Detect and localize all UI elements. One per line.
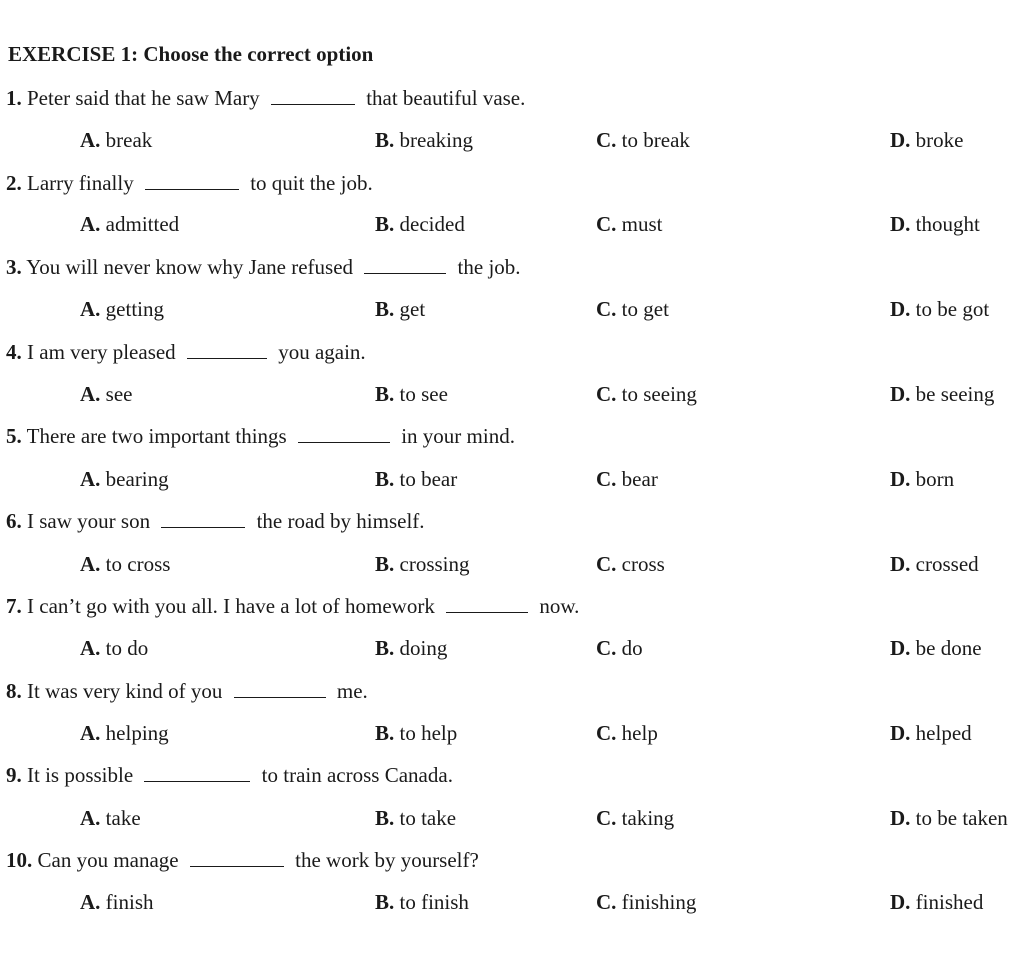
option-letter: D. [890,297,911,321]
option-text: see [105,382,133,406]
question-text-before: Larry finally [27,171,134,195]
question-5 [6,422,515,450]
question-text-before: It was very kind of you [27,679,223,703]
option-b [375,804,456,832]
option-c [596,380,697,408]
option-letter: A. [80,382,101,406]
option-text: to do [105,636,149,660]
option-c [596,719,658,747]
question-number: 2. [6,171,22,195]
option-c [596,465,658,493]
option-letter: A. [80,467,101,491]
option-c [596,210,663,238]
option-letter: D. [890,552,911,576]
question-text-after: you again. [278,340,366,364]
question-text-after: the job. [457,255,521,279]
answer-blank [298,424,390,443]
option-a [80,380,133,408]
option-letter: C. [596,382,617,406]
option-d [890,634,982,662]
option-b [375,126,473,154]
question-number: 1. [6,86,22,110]
option-text: to take [399,806,457,830]
option-b [375,295,425,323]
option-text: breaking [399,128,473,152]
option-d [890,380,994,408]
option-letter: D. [890,806,911,830]
option-letter: D. [890,890,911,914]
option-a [80,634,148,662]
option-text: admitted [105,212,180,236]
option-b [375,210,465,238]
option-c [596,888,696,916]
question-text-before: You will never know why Jane refused [26,255,354,279]
option-letter: D. [890,128,911,152]
question-text-after: the road by himself. [256,509,425,533]
option-d [890,295,989,323]
option-b [375,634,447,662]
option-letter: D. [890,467,911,491]
question-number: 10. [6,848,33,872]
option-letter: C. [596,128,617,152]
question-number: 9. [6,763,22,787]
question-number: 3. [6,255,22,279]
option-letter: C. [596,552,617,576]
option-text: to bear [399,467,458,491]
option-text: helping [105,721,169,745]
option-text: finish [105,890,154,914]
answer-blank [271,86,355,105]
option-a [80,126,152,154]
option-letter: B. [375,212,395,236]
option-b [375,465,457,493]
option-letter: C. [596,636,617,660]
option-text: broke [915,128,964,152]
option-letter: C. [596,806,617,830]
option-b [375,550,470,578]
option-text: cross [621,552,665,576]
question-2 [6,169,373,197]
question-text-after: the work by yourself? [295,848,479,872]
option-letter: A. [80,212,101,236]
option-letter: A. [80,552,101,576]
question-number: 4. [6,340,22,364]
option-b [375,888,469,916]
question-text-after: that beautiful vase. [366,86,526,110]
option-d [890,550,979,578]
option-text: to break [621,128,690,152]
question-text-before: I saw your son [27,509,151,533]
question-text-before: I can’t go with you all. I have a lot of homework [27,594,435,618]
option-letter: C. [596,212,617,236]
option-text: to seeing [621,382,697,406]
option-a [80,550,170,578]
option-letter: B. [375,721,395,745]
answer-blank [144,763,250,782]
option-letter: A. [80,636,101,660]
question-number: 6. [6,509,22,533]
option-text: bearing [105,467,169,491]
option-letter: A. [80,297,101,321]
answer-blank [145,171,239,190]
option-letter: C. [596,467,617,491]
exercise-title: EXERCISE 1: Choose the correct option [8,42,374,66]
question-text-after: to quit the job. [250,171,373,195]
option-letter: A. [80,128,101,152]
question-number: 8. [6,679,22,703]
question-4 [6,338,366,366]
option-c [596,634,643,662]
option-letter: D. [890,721,911,745]
question-3 [6,253,521,281]
option-letter: B. [375,128,395,152]
option-d [890,210,980,238]
question-text-before: I am very pleased [27,340,176,364]
option-text: help [621,721,658,745]
option-text: finishing [621,890,697,914]
option-a [80,295,164,323]
answer-blank [234,679,326,698]
option-d [890,888,983,916]
question-number: 5. [6,424,22,448]
option-letter: B. [375,467,395,491]
question-1 [6,84,525,112]
option-text: to help [399,721,458,745]
question-text-after: me. [336,679,368,703]
option-c [596,804,674,832]
question-text-before: It is possible [27,763,134,787]
option-c [596,295,669,323]
option-b [375,380,448,408]
option-text: must [621,212,663,236]
option-letter: B. [375,382,395,406]
answer-blank [446,594,528,613]
option-c [596,550,665,578]
option-text: getting [105,297,164,321]
option-d [890,465,954,493]
option-text: get [399,297,426,321]
option-text: be seeing [915,382,995,406]
option-letter: D. [890,382,911,406]
question-text-before: There are two important things [26,424,287,448]
option-letter: D. [890,212,911,236]
option-a [80,465,169,493]
option-a [80,804,141,832]
option-letter: B. [375,297,395,321]
option-text: break [105,128,153,152]
question-text-after: to train across Canada. [261,763,453,787]
option-c [596,126,690,154]
option-letter: C. [596,297,617,321]
question-text-before: Can you manage [37,848,179,872]
question-text-after: in your mind. [401,424,515,448]
question-7 [6,592,579,620]
option-letter: B. [375,890,395,914]
option-text: helped [915,721,972,745]
question-number: 7. [6,594,22,618]
option-text: finished [915,890,984,914]
answer-blank [161,509,245,528]
option-letter: B. [375,552,395,576]
answer-blank [364,255,446,274]
option-letter: B. [375,806,395,830]
option-text: doing [399,636,448,660]
question-text-after: now. [539,594,580,618]
option-text: taking [621,806,675,830]
answer-blank [187,340,267,359]
option-text: born [915,467,955,491]
option-a [80,210,179,238]
option-d [890,719,972,747]
option-text: to finish [399,890,469,914]
option-text: to get [621,297,669,321]
option-text: bear [621,467,658,491]
option-text: decided [399,212,465,236]
option-text: take [105,806,141,830]
question-8 [6,677,368,705]
question-9 [6,761,453,789]
question-10 [6,846,479,874]
option-letter: A. [80,806,101,830]
option-letter: A. [80,890,101,914]
option-text: crossing [399,552,470,576]
option-text: to be got [915,297,990,321]
option-text: be done [915,636,982,660]
option-a [80,719,169,747]
option-d [890,804,1008,832]
option-text: thought [915,212,980,236]
option-text: do [621,636,643,660]
question-6 [6,507,425,535]
question-text-before: Peter said that he saw Mary [27,86,260,110]
option-letter: C. [596,721,617,745]
option-text: to cross [105,552,171,576]
option-text: to see [399,382,448,406]
answer-blank [190,848,284,867]
option-b [375,719,457,747]
option-text: to be taken [915,806,1008,830]
option-letter: A. [80,721,101,745]
option-letter: C. [596,890,617,914]
option-text: crossed [915,552,979,576]
option-d [890,126,964,154]
option-letter: B. [375,636,395,660]
option-a [80,888,154,916]
option-letter: D. [890,636,911,660]
